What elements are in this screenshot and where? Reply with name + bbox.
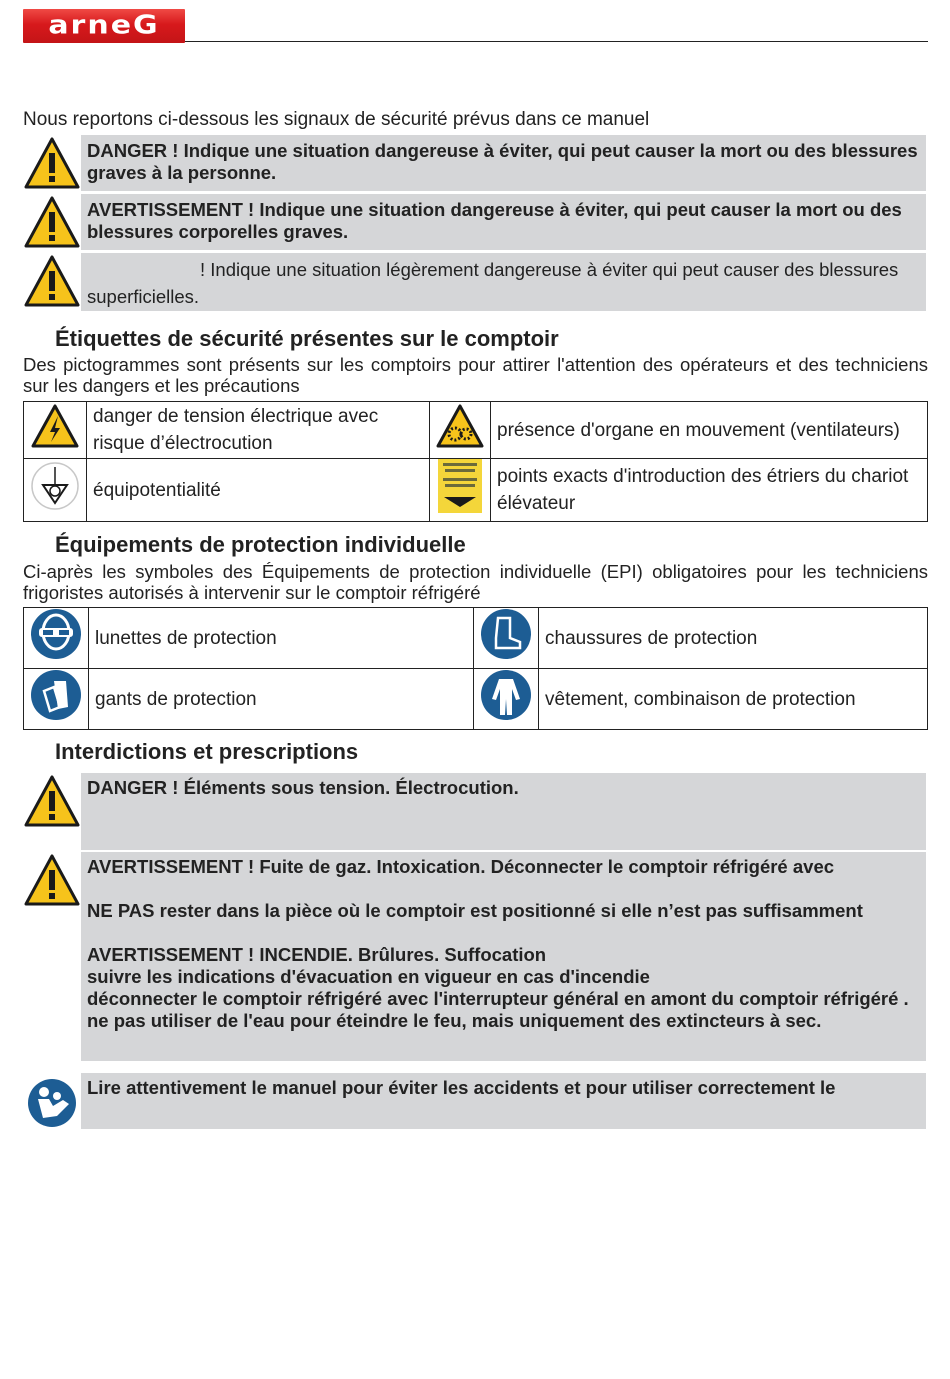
table-row xyxy=(24,402,928,459)
signal-text: ! Indique une situation légèrement dangereuse à éviter qui peut causer des blessures superficielles. xyxy=(81,253,926,311)
warning-triangle-icon xyxy=(23,852,81,1061)
signal-warning xyxy=(23,194,926,250)
warning-gas-text: AVERTISSEMENT ! Fuite de gaz. Intoxication. Déconnecter le comptoir réfrigéré avec xyxy=(87,856,835,877)
ppe-text: vêtement, combinaison de protection xyxy=(539,669,928,730)
signal-text: DANGER ! Indique une situation dangereuse à éviter, qui peut causer la mort ou des blessures graves à la personne. xyxy=(81,135,926,191)
warning-triangle-icon xyxy=(23,773,81,850)
table-row xyxy=(24,669,928,730)
signal-caution xyxy=(23,253,926,311)
read-manual-icon xyxy=(23,1073,81,1129)
equipotential-icon xyxy=(24,459,87,522)
fire-instruction: suivre les indications d'évacuation en vigueur en cas d'incendie xyxy=(87,966,650,987)
table-row xyxy=(24,608,928,669)
label-text: danger de tension électrique avec risque d’électrocution xyxy=(87,402,430,459)
prescription-text: Lire attentivement le manuel pour éviter les accidents et pour utiliser correctement le xyxy=(81,1073,926,1129)
forklift-point-icon xyxy=(430,459,491,522)
goggles-icon xyxy=(24,608,89,669)
ppe-section-title: Équipements de protection individuelle xyxy=(55,532,466,557)
arneg-logo xyxy=(23,9,185,43)
labels-section-title: Étiquettes de sécurité présentes sur le comptoir xyxy=(55,326,559,351)
prescriptions-section-title: Interdictions et prescriptions xyxy=(55,739,359,764)
header-rule xyxy=(185,41,928,42)
label-text: points exacts d'introduction des étriers du chariot élévateur xyxy=(491,459,928,522)
signal-danger xyxy=(23,135,926,191)
ppe-text: chaussures de protection xyxy=(539,608,928,669)
prescription-warnings xyxy=(23,852,926,1061)
warning-triangle-icon xyxy=(23,194,81,250)
label-text: présence d'organe en mouvement (ventilateurs) xyxy=(491,402,928,459)
ppe-text: lunettes de protection xyxy=(89,608,474,669)
label-text: équipotentialité xyxy=(87,459,430,522)
signal-text: AVERTISSEMENT ! Indique une situation dangereuse à éviter, qui peut causer la mort ou des blessures corporelles graves. xyxy=(81,194,926,250)
brand-text: arneG xyxy=(48,10,160,41)
boots-icon xyxy=(474,608,539,669)
warning-fire-text: AVERTISSEMENT ! INCENDIE. Brûlures. Suffocation xyxy=(87,944,547,965)
fire-instruction: déconnecter le comptoir réfrigéré avec l'interrupteur général en amont du comptoir réfrigéré . xyxy=(87,988,909,1009)
prescription-manual xyxy=(23,1073,926,1129)
prescription-text-block xyxy=(81,852,926,1061)
gloves-icon xyxy=(24,669,89,730)
labels-section-description: Des pictogrammes sont présents sur les comptoirs pour attirer l'attention des opérateurs et des techniciens sur les dangers et les précautions xyxy=(23,354,928,396)
labels-table xyxy=(23,401,928,522)
ppe-text: gants de protection xyxy=(89,669,474,730)
coverall-icon xyxy=(474,669,539,730)
warning-triangle-icon xyxy=(23,135,81,191)
table-row xyxy=(24,459,928,522)
ppe-section-description: Ci-après les symboles des Équipements de protection individuelle (EPI) obligatoires pour les techniciens frigoristes autorisés à intervenir sur le comptoir réfrigéré xyxy=(23,561,928,603)
warning-triangle-icon xyxy=(23,253,81,311)
warning-room-text: NE PAS rester dans la pièce où le comptoir est positionné si elle n’est pas suffisamment xyxy=(87,900,863,921)
prescription-text: DANGER ! Éléments sous tension. Électrocution. xyxy=(81,773,926,850)
ppe-table xyxy=(23,607,928,730)
prescription-danger xyxy=(23,773,926,850)
moving-parts-icon xyxy=(430,402,491,459)
electric-hazard-icon xyxy=(24,402,87,459)
intro-text: Nous reportons ci-dessous les signaux de sécurité prévus dans ce manuel xyxy=(23,109,650,130)
fire-instruction: ne pas utiliser de l'eau pour éteindre le feu, mais uniquement des extincteurs à sec. xyxy=(87,1010,822,1031)
